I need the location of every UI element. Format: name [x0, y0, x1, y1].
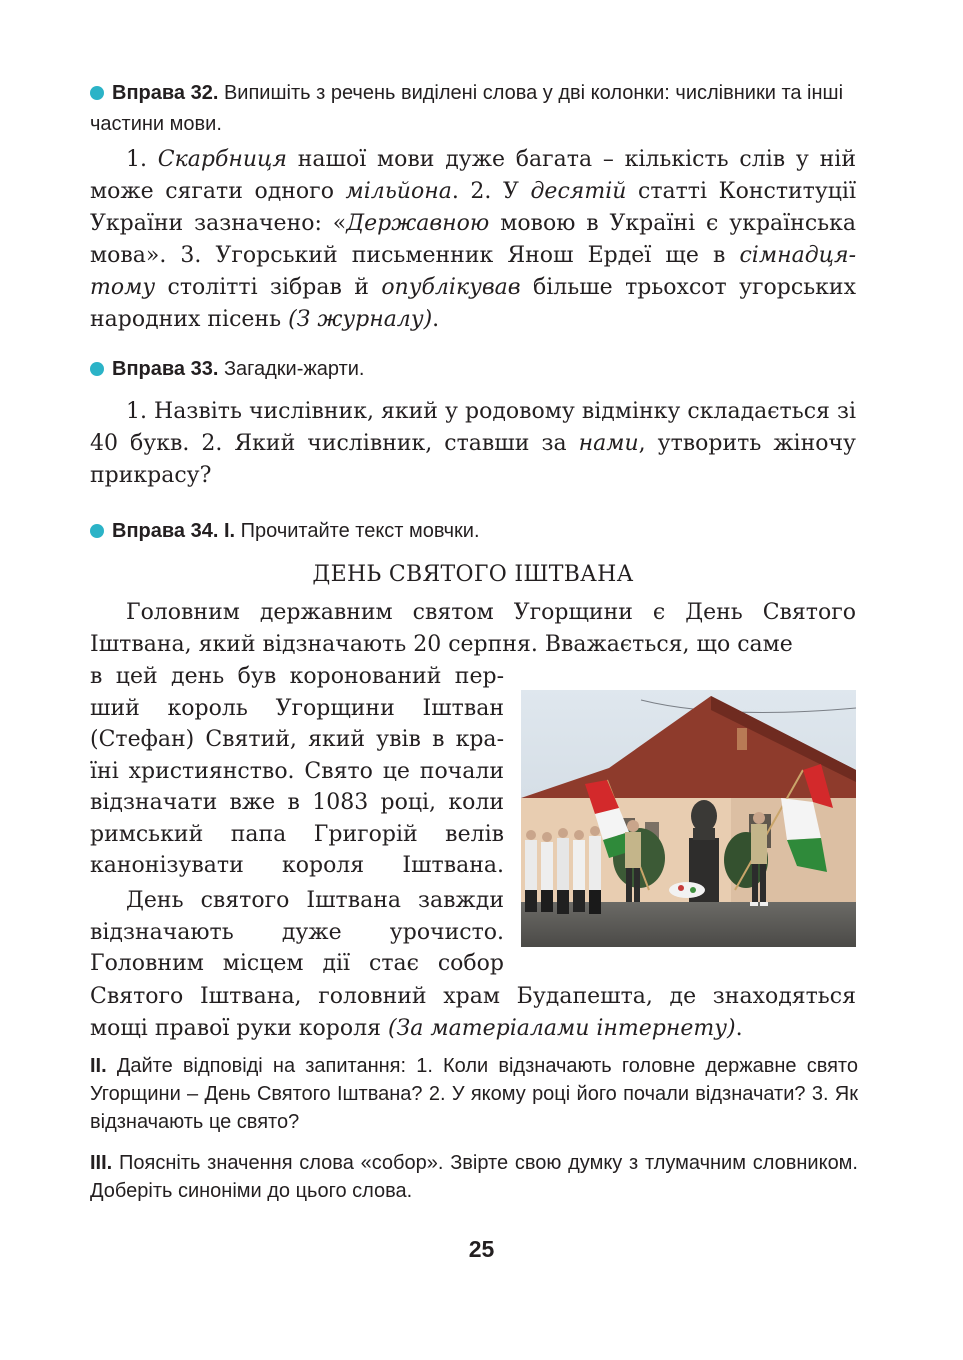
- exercise-32-instruction: Випишіть з речень виділені слова у дві колонки: числівники та інші частини мови.: [90, 82, 844, 135]
- bullet-icon: [90, 362, 104, 376]
- celebration-photo: [521, 690, 856, 947]
- paragraph-2-wrapped: День святого Іштвана завжди відзначають дуже урочисто. Головним місцем дії стає собор: [90, 888, 504, 976]
- paragraph-1-wrapped: в цей день був коронований перший король Угорщини Іштван (Стефан) Святий, який увів в країні християнство. Свято це почали відзначати вже в 1083 році, коли римський папа Григорій велів канонізувати короля Іштвана.: [90, 664, 504, 878]
- part-1-label: І.: [223, 520, 236, 542]
- exercise-32-header: [90, 78, 860, 140]
- exercise-33-instruction: Загадки-жарти.: [223, 358, 365, 380]
- exercise-33-header: [90, 354, 860, 385]
- exercise-33-label: Вправа 33.: [112, 358, 219, 380]
- part-3-text: Поясніть значення слова «собор». Звірте свою думку з тлумачним словником. Доберіть синоніми до цього слова.: [90, 1152, 858, 1202]
- page-number: 25: [468, 1236, 495, 1262]
- part-3: [90, 1149, 858, 1205]
- part-2-text: Дайте відповіді на запитання: 1. Коли відзначають головне державне свято Угорщини – День Святого Іштвана? 2. У якому році його почали відзначати? 3. Як відзначають це свято?: [90, 1055, 858, 1133]
- part-3-label: ІІІ.: [90, 1152, 113, 1174]
- paragraph-2-full-width: Святого Іштвана, головний храм Будапешта, де знаходяться мощі правої руки короля (За матеріалами інтернету).: [90, 984, 856, 1041]
- exercise-34-label: Вправа 34.: [112, 520, 219, 542]
- part-2-label: ІІ.: [90, 1055, 107, 1077]
- exercise-32-label: Вправа 32.: [112, 82, 219, 104]
- bullet-icon: [90, 86, 104, 100]
- paragraph-1-full-width: Головним державним святом Угорщини є День Святого Іштвана, який відзначають 20 серпня. Вважається, що саме: [90, 600, 856, 657]
- exercise-34-header: [90, 516, 860, 547]
- source-citation: (За матеріалами інтернету): [387, 1016, 736, 1041]
- exercise-33-text: 1. Назвіть числівник, який у родовому відмінку складається зі 40 букв. 2. Який числівник, ставши за нами, утворить жіночу прикрасу?: [90, 399, 856, 488]
- part-2: [90, 1052, 858, 1136]
- bullet-icon: [90, 524, 104, 538]
- exercise-32-text: 1. Скарбниця нашої мови дуже багата – кількість слів у ній може сягати одного мільйона. 2. У десятій статті Конституції України зазначено: «Державною мовою в Україні є українська мова». 3. Угорський письменник Янош Ердеї ще в сімнадцятому столітті зібрав й опублікував більше трьохсот угорських народних пісень (З журналу).: [90, 147, 857, 332]
- part-1-text: Прочитайте текст мовчки.: [240, 520, 480, 542]
- text-title: ДЕНЬ СВЯТОГО ІШТВАНА: [312, 562, 634, 587]
